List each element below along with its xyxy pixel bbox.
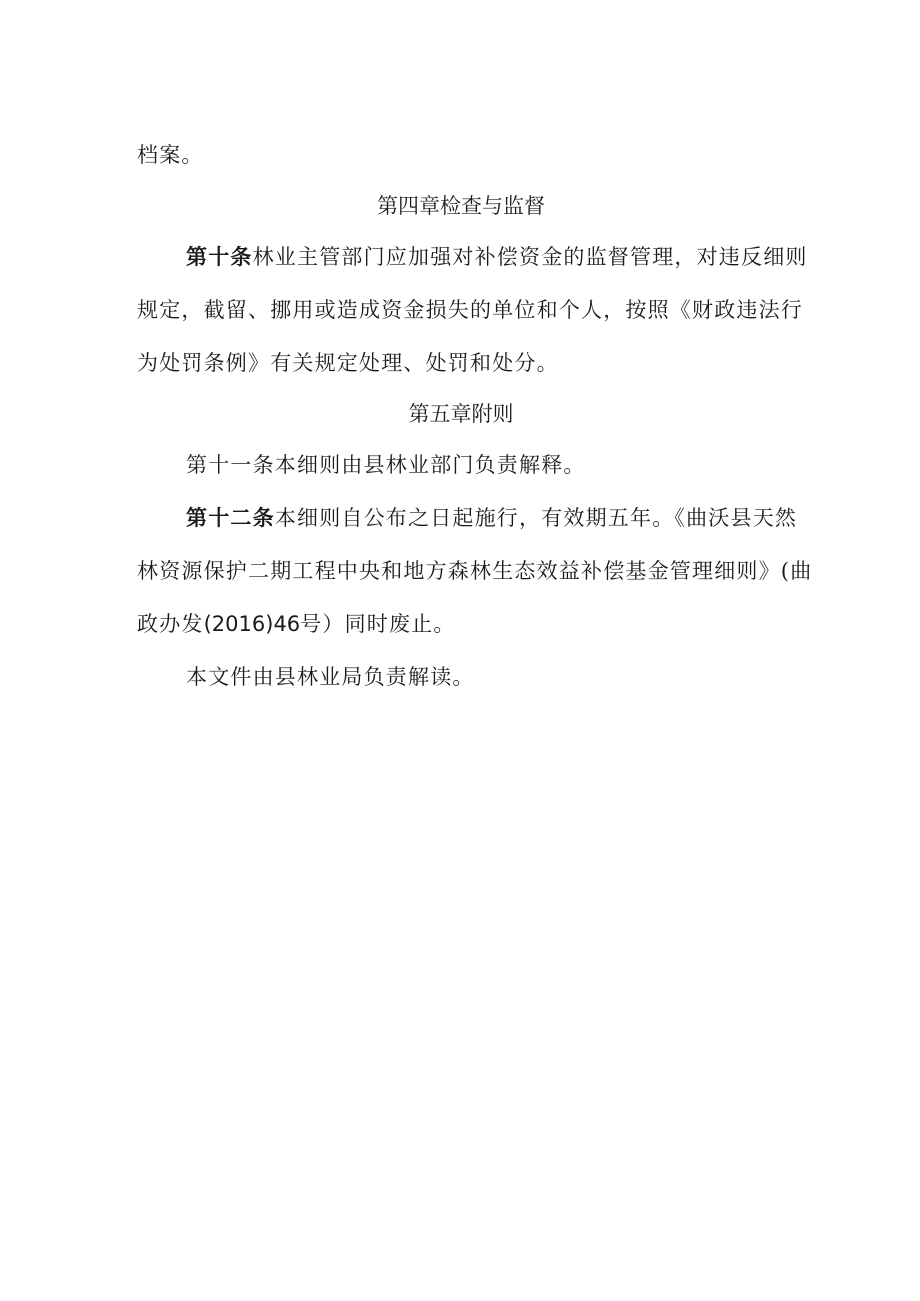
text-line: 政办发: [137, 612, 204, 636]
article-10-line-1: [137, 240, 808, 274]
article-12-line-1: [137, 501, 798, 535]
document-number: (2016)46: [203, 612, 301, 636]
article-10-line-3: [137, 346, 785, 380]
text-line: 号）同时废止。: [300, 612, 456, 636]
closing-note: [137, 660, 785, 694]
text-line: 档案。: [137, 143, 204, 167]
article-12-line-2: [137, 554, 813, 588]
paragraph-continuation: [137, 138, 785, 172]
text-line: 规定，截留、挪用或造成资金损失的单位和个人，按照《财政违法行: [137, 298, 803, 322]
chapter-heading-5: 第五章附则: [408, 402, 514, 426]
chapter-heading-4: 第四章检查与监督: [377, 194, 545, 218]
text-line: 为处罚条例》有关规定处理、处罚和处分。: [137, 351, 559, 375]
text-line: 林资源保护二期工程中央和地方森林生态效益补偿基金管理细则》(曲: [137, 559, 813, 583]
article-label: 第十条: [186, 245, 253, 269]
article-11: [137, 448, 785, 482]
document-body: [137, 138, 813, 694]
text-line: 本细则自公布之日起施行，有效期五年。《曲沃县天然: [274, 506, 798, 530]
text-line: 第十一条本细则由县林业部门负责解释。: [186, 453, 586, 477]
article-10-line-2: [137, 293, 803, 327]
text-line: 本文件由县林业局负责解读。: [186, 665, 475, 689]
article-label: 第十二条: [186, 506, 275, 530]
article-12-line-3: [137, 607, 785, 641]
text-line: 林业主管部门应加强对补偿资金的监督管理，对违反细则: [252, 245, 808, 269]
